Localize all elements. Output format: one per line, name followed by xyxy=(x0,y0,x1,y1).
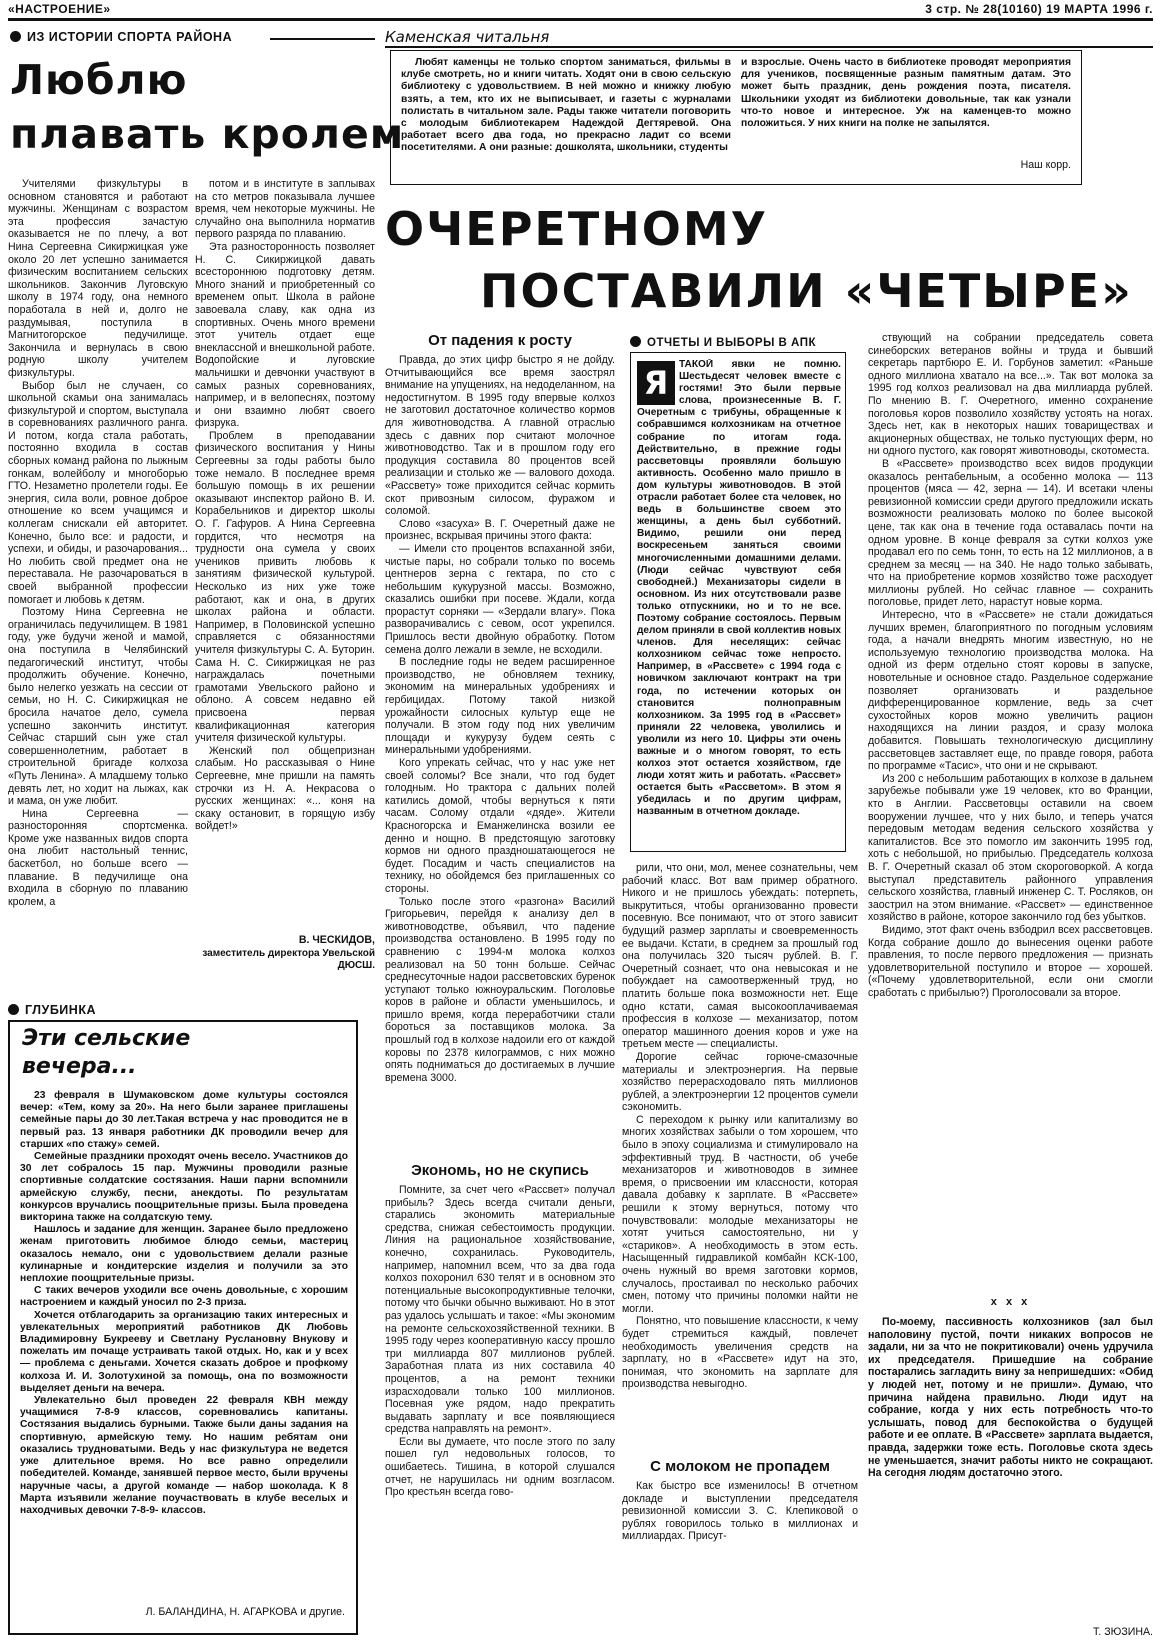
glubinka-kicker-text: ГЛУБИНКА xyxy=(25,1003,96,1017)
paragraph: Понятно, что повышение классности, к чему будет стремиться каждый, повлечет необходимость увеличения средств на зарплату, но в «Рассвете» идут на это, понимая, что экономить на зарплате для производства невыгодно. xyxy=(622,1315,858,1391)
paragraph: Эта разносторонность позволяет Н. С. Сикиржицкой давать всестороннюю подготовку детям. Много знаний и приобретенный со временем опыт. Школа в районе завоевала славу, как одна из спортивных. Очень много времени этот учитель отдает еще внеклассной и внешкольной работе. Водопойские и луговские мальчишки и девчонки участвуют в самых разных соревнованиях, например, и в велопеснях, поэтому и они взаимно любят своего физрука. xyxy=(195,240,375,430)
paragraph: Учителями физкультуры в основном становятся и работают мужчины. Женщинам с возрастом эта профессия зачастую оказывается не по плечу, а вот Нина Сергеевна Сикиржицкая уже около 20 лет успешно занимается физическим воспитанием сельских школьников. Закончив Луговскую школу в 1974 году, она немного поработала в ней и, долго не раздумывая, поступила в Магнитогорское педучилище. Закончила и вернулась в свою родную школу учителем физкультуры. xyxy=(8,178,188,379)
sport-column-2 xyxy=(195,178,375,928)
main-headline-line1: ОЧЕРЕТНОМУ xyxy=(385,202,769,256)
glubinka-box xyxy=(8,1020,358,1635)
sport-column-1 xyxy=(8,178,188,1010)
paragraph: потом и в институте в заплывах на сто метров показывала лучшее время, чем некоторые мужчины. Не случайно она выполнила норматив первого разряда по плаванию. xyxy=(195,178,375,241)
bullet-icon xyxy=(8,1004,19,1015)
sport-title-line1: Люблю xyxy=(10,56,188,104)
paragraph: 23 февраля в Шумаковском доме культуры состоялся вечер: «Тем, кому за 20». На него были заранее приглашены семейные пары до 30 лет.Такая встреча у нас проводится не в первый раз. 13 января работники ДК проводили вечер для старших «по стажу» семей. xyxy=(20,1090,348,1150)
paragraph: Слово «засуха» В. Г. Очеретный даже не произнес, вскрывая причины этого факта: xyxy=(385,517,615,543)
main-column-c xyxy=(622,862,858,1452)
main-signature: Т. ЗЮЗИНА. xyxy=(1093,1626,1153,1638)
paragraph: С переходом к рынку или капитализму во многих хозяйствах забыли о том хорошем, что было в эпоху социализма и стимулировало на эффективный труд. В частности, об учебе механизаторов и животноводов в зимнее время, о присвоении им классности, которая давала добавку к зарплате. В «Рассвете» решили к этому вернуться, потому что почувствовали: молодые механизаторы не хотят учиться самостоятельно, ни у «стариков». А необходимость в этом есть. Насыщенный гидравликой комбайн КСК-100, очень нужный во время заготовки кормов, случалось, простаивал по несколько рабочих смен, потому что причины поломки найти не могли. xyxy=(622,1113,858,1315)
paragraph: рили, что они, мол, менее сознательны, чем рабочий класс. Вот вам пример обратного. Никого и не пришлось убеждать: потерпеть, выкрутиться, чтобы организованно провести посевную. Все понимают, что от этого зависит будущий размер зарплаты и своевременность ее выдачи. Кстати, в среднем за прошлый год она получилась 320 тысяч рублей. В. Г. Очеретный сознает, что она невысокая и не побуждает на самоотверженный труд, но платить больше пока возможности нет. Еще одно кстати, самая высокооплачиваемая профессия в колхозе — механизатор, потом оператор машинного доения коров и уже на третьем месте — специалисты. xyxy=(622,862,858,1051)
kicker-rule xyxy=(270,38,375,40)
main-column-a xyxy=(385,354,615,1156)
paragraph: Увлекательно был проведен 22 февраля КВН между учащимися 7-8-9 классов, соревновались капитаны. Состязания выдались бурными. Также были даны задания на спортивную, армейскую тему. Но нашим ребятам они оказались трудноватыми. Ведь у нас физкультура не ведется уже длительное время. Но все равно определили победителей. Команде, занявшей первое место, были вручены наручные часы, а другой команде — набор шоколада. К 8 Марта изъявили желание поучаствовать в клубе веселых и находчивых девочки 7-8-9- классов. xyxy=(20,1395,348,1516)
main-column-d xyxy=(868,332,1153,1292)
paragraph: Хочется отблагодарить за организацию таких интересных и увлекательных мероприятий работников ДК Любовь Владимировну Букрееву и Светлану Руслановну Внукову и пожелать им почаще устраивать такой отдых. Но, как и у всех — проблема с деньгами. Хочется сказать доброе и профкому колхоза И. И. Золотухиной за помощь, она по возможности выделяет деньги на вечера. xyxy=(20,1309,348,1394)
paragraph: В «Рассвете» производство всех видов продукции оказалось рентабельным, а особенно молока — 113 процентов (мяса — 42, зерна — 14). И всетаки члены ревизионной комиссии среди другого предложили искать возможности реализовать молоко по более высокой цене, так как она в течение года оставалась почти на одном уровне. В конце февраля за сутки колхоз уже продавал его по семь тонн, то есть на 12 миллионов, а в среднем за месяц — на 340. Не надо только забывать, что на приобретение кормов хозяйство тоже расходует миллионы рублей. Но сейчас главное — сохранить поголовье, придет лето, нарастут новые корма. xyxy=(868,457,1153,609)
paragraph: Интересно, что в «Рассвете» не стали дожидаться лучших времен, благоприятного по погодным условиям года, а начали внедрять многим известную, но не используемую технологию производства молока. На одной из ферм отдельно стоят коровы в запуске, новотельные и основное стадо. Раздельное содержание позволяет организовать и раздельное дифференцированное кормление, ведь за счет сухостойных коров можно увеличить рацион находящихся на линии раздоя, и сразу молока добавится. Повышать технологическую дисциплину рассветовцев заставляет еще, по правде говоря, работа по программе «Тасис», что они и не скрывают. xyxy=(868,609,1153,773)
glubinka-title-line2: вечера... xyxy=(22,1054,137,1079)
masthead-rule xyxy=(8,18,1153,21)
paragraph: Выбор был не случаен, со школьной скамьи она занималась физкультурой и спортом, выступала в соревнованиях различного ранга. И потом, когда стала работать, постоянно входила в состав сборных команд района по лыжным гонкам, волейболу и многоборью ГТО. Незаметно пролетели годы. Ее энергия, сила воли, ровное доброе отношение ко всем учащимся и коллегам снискали ей авторитет. Конечно, было все: и радости, и успехи, и обиды, и разочарования... Но любить свой предмет она не переставала. Не разочароваться в своей выбранной профессии помогает и любовь к детям. xyxy=(8,379,188,606)
apk-kicker-text: ОТЧЕТЫ И ВЫБОРЫ В АПК xyxy=(647,337,816,349)
main-headline-line2: ПОСТАВИЛИ «ЧЕТЫРЕ» xyxy=(480,264,1133,318)
paragraph: Только после этого «разгона» Василий Григорьевич, перейдя к анализу дел в животноводстве, объявил, что падение производства остановлено. В 1995 году по сравнению с 1994-м молока колхоз реализовал на 50 тонн больше. Сейчас среднесуточные надои рассветовских буренок уступают только южноуральским. Поголовье коров в районе и области уменьшилось, и пришло время, когда переработчики стали бороться за поставщиков молока. За прошлый год в колхозе надоили его от каждой коровы по 2378 килограммов, с них можно опять подниматься до достигаемых в лучшие времена 3000. xyxy=(385,895,615,1084)
paragraph: ствующий на собрании председатель совета синеборских ветеранов войны и труда и бывший секретарь партбюро Е. И. Горбунов заметил: «Раньше одного миллиона хватало на все...». Так вот молока за 1995 год колхоз реализовал на два миллиарда рублей. По мнению В. Г. Очеретного, именно сохранение поголовья коров позволило хозяйству устоять на ногах. Здесь нет, как в некоторых наших товариществах и акционерных обществах, не только пустующих ферм, но ни одного пустого, как говорят животноводы, скотоместа. xyxy=(868,332,1153,458)
paragraph: По-моему, пассивность колхозников (зал был наполовину пустой, почти никаких вопросов не задали, ни за что не покритиковали) очень удручила их председателя. Пришедшие на собрание постарались загладить вину за непришедших: «Обид у людей нет, потому и не пришли». Думаю, что причина найдена правильно. Люди идут на собрание, когда у них есть потребность что-то услышать, повод для беспокойства о будущей работе и ее оплате. В «Рассвете» зарплата выдается, правда, задержки тоже есть. Поголовье скота здесь не уменьшается, значит работы никто не сокращают. На сегодня людям достаточно этого. xyxy=(868,1316,1153,1480)
paragraph: Поэтому Нина Сергеевна не ограничилась педучилищем. В 1981 году, уже будучи женой и мамой, она поступила в Челябинский педагогический институт, чтобы продолжить обучение. Конечно, было нелегко уезжать на сессии от семьи, но Н. С. Сикиржицкая не бросила начатое дело, сумела успешно закончить институт. Сейчас старший сын уже стал совершеннолетним, работает в строительной бригаде колхоза «Путь Ленина». А младшему только девять лет, но ходит на лыжах, как и мама, он уже любит. xyxy=(8,606,188,808)
bullet-icon xyxy=(10,31,21,42)
paragraph: Проблем в преподавании физического воспитания у Нины Сергеевны за годы работы было тоже немало. В последнее время большую помощь в их решении оказывают инспектор районо В. И. Корабельников и директор школы О. Г. Гафуров. А Нина Сергеевна гордится, что несмотря на трудности она сумела у своих учеников привить любовь к занятиям физической культурой. Несколько из них уже тоже работают, как и она, в других школах района и области. Например, в Половинской успешно справляется с обязанностями учителя физкультуры С. А. Буторин. Сама Н. С. Сикиржицкая не раз награждалась почетными грамотами Увельского районо и облоно. А совсем недавно ей присвоена первая квалификационная категория учителя физической культуры. xyxy=(195,429,375,745)
sport-signature: В. ЧЕСКИДОВ, xyxy=(298,934,375,946)
library-box xyxy=(390,50,1082,185)
apk-kicker xyxy=(630,336,816,349)
paragraph: Видимо, этот факт очень взбодрил всех рассветовцев. Когда собрание дошло до вынесения оценки работе правления, то после первого предложения — признать удовлетворительной поступило и второе — хорошей. («Почему удовлетворительной, если они смогли сработать с прибылью?) Проголосовали за второе. xyxy=(868,923,1153,999)
paragraph: С таких вечеров уходили все очень довольные, с хорошим настроением и каждый уносил по 2-3 приза. xyxy=(20,1285,348,1309)
library-right: и взрослые. Очень часто в библиотеке проводят мероприятия для учеников, посвященные разным памятным датам. Это может быть праздник, день рождения поэта, писателя. Школьники уходят из библиотеки довольные, так как узнали что-то новое и интересное. Уж на каменцев-то можно положиться. У них книги на полке не запылятся. xyxy=(741,57,1071,130)
paragraph: Кого упрекать сейчас, что у нас уже нет своей соломы? Все знали, что год будет голодным. Но трактора с дальних полей катились домой, чтобы вернуться к пяти часам. Солому отдали «дяде». Жители Красногорска и Еманжелинска возили ее денно и нощно. В предстоящую заготовку кормов ни одного праздношатающегося не будет. Посадим и часть специалистов на технику, но обойдемся без приглашенных со стороны. xyxy=(385,757,615,895)
dropcap: Я xyxy=(637,361,675,405)
sport-signature-role: заместитель директора Увельской ДЮСШ. xyxy=(202,948,375,971)
paragraph: Нина Сергеевна — разносторонняя спортсменка. Кроме уже названных видов спорта она любит настольный теннис, баскетбол, но больше всего — плавание. В педучилище она входила в сборную по плаванию кролем, а xyxy=(8,807,188,908)
paragraph: — Имели сто процентов вспаханной зяби, чистые пары, но собрали только по восемь центнеров зерна с гектара, по сто с небольшим кукурузной массы. Возможно, сказались ошибки при посеве. Ждали, когда прорастут сорняки — «Зердали влагу». Пока разворачивались с севом, осот укрепился. Пришлось вести двойную обработку. Потом семена долго лежали в земле, не всходили. xyxy=(385,542,615,656)
glubinka-title-line1: Эти сельские xyxy=(22,1026,191,1051)
main-column-a2 xyxy=(385,1184,615,1638)
glubinka-kicker xyxy=(8,1003,96,1017)
subhead-2: Экономь, но не скупись xyxy=(411,1162,589,1179)
paragraph: Правда, до этих цифр быстро я не дойду. Отчитывающийся все время заострял внимание на упущениях, на недоделанном, на недостигнутом. В 1995 году впервые колхоз не заготовил достаточное количество кормов для животноводства. А главной отраслью здесь с давних пор считают молочное животноводство. Так и в прошлом году его продукция составила 80 процентов всей реализации и столько же — валового дохода. «Рассвету» тоже приходится сейчас кормить скот привозным силосом, фуражом и соломой. xyxy=(385,354,615,518)
library-rule xyxy=(385,46,1153,48)
main-column-d-end xyxy=(868,1316,1153,1622)
subhead-1: От падения к росту xyxy=(428,332,572,349)
section-name: «НАСТРОЕНИЕ» xyxy=(8,2,111,16)
paragraph: Как быстро все изменилось! В отчетном докладе и выступлении председателя ревизионной комиссии З. С. Клепиковой о рублях говорилось только в миллионах и миллиардах. Присут- xyxy=(622,1480,858,1543)
library-heading: Каменская читальня xyxy=(385,28,550,46)
apk-box xyxy=(630,352,846,852)
paragraph: Если вы думаете, что после этого по залу пошел гул недовольных голосов, то ошибаетесь. Тишина, в которой слушался отчет, не нарушилась ни одним возгласом. Про крестьян всегда гово- xyxy=(385,1435,615,1499)
library-left: Любят каменцы не только спортом заниматься, фильмы в клубе смотреть, но и книги читать. Ходят они в свою сельскую библиотеку с удовольствием. В ней можно и книжку любую взять, а тем, кто их не выписывает, и газеты с журналами полистать в читальном зале. Рады также читатели поговорить с молодым библиотекарем Надеждой Дегтяревой. Она работает всего два года, но прекрасно ладит со всеми посетителями. А они разные: дошколята, школьники, студенты xyxy=(401,57,731,154)
paragraph: Помните, за счет чего «Рассвет» получал прибыль? Здесь всегда считали деньги, старались экономить материальные средства, снижая себестоимость продукции. Линия на рациональное хозяйствование, конечно, сохранилась. Руководитель, например, напомнил всем, что за два года колхоз похоронил 630 телят и в основном это потенциальные высокопродуктивные телочки, потому что бычки обычно выживают. Но в этот раз удалось услышать и такое: «Мы экономим на ремонте сельскохозяйственной техники. В 1995 году через кооперативную кассу прошло три миллиарда 807 миллионов рублей. Заработная плата из них составила 40 процентов, а на ремонт техники израсходовали только 100 миллионов. Посевная уже рядом, надо прекратить выдавать зарплату и все появляющиеся средства направлять на ремонт». xyxy=(385,1184,615,1436)
paragraph: Семейные праздники проходят очень весело. Участников до 30 лет собралось 15 пар. Мужчины проводили разные спортивные солдатские состязания. Наши парни вспомнили армейскую службу, песни, анекдоты. По результатам конкурсов вручались поощрительные призы. Была проведена викторина также на солдатскую тему. xyxy=(20,1151,348,1224)
paragraph: Дорогие сейчас горюче-смазочные материалы и электроэнергия. На первые хозяйство перерасходовало пять миллионов рублей, а электроэнергии 12 процентов сумели сэкономить. xyxy=(622,1050,858,1114)
paragraph: В последние годы не ведем расширенное производство, не обновляем технику, экономим на минеральных удобрениях и гербицидах. Потому такой низкой урожайности силосных культур еще не получали. В этом году под них увеличим площади и кукурузу будем сеять с минеральными удобрениями. xyxy=(385,656,615,757)
apk-box-text xyxy=(637,359,841,847)
library-signature: Наш корр. xyxy=(1020,159,1071,171)
paragraph: Из 200 с небольшим работающих в колхозе в дальнем зарубежье побывали уже 19 человек, кто во Франции, кто в Англии. Рассветовцы оставили на своем вооружении лучшее, что у них было, и теперь учатся передовым методам ведения сельского хозяйства у капиталистов. Все это помогло им закончить 1995 год, хоть с небольшой, но прибылью. Председатель колхоза В. Г. Очеретный сказал об этом скороговоркой. А когда выступал представитель районного управления сельского хозяйства, главный инженер С. Т. Росляков, он заострил на этом внимание. «Рассвет» — единственное хозяйство в районе, которое закончило год без убытков. xyxy=(868,772,1153,924)
issue-line: 3 стр. № 28(10160) 19 МАРТА 1996 г. xyxy=(925,2,1153,16)
glubinka-signature: Л. БАЛАНДИНА, Н. АГАРКОВА и другие. xyxy=(145,1606,345,1618)
box-text: ТАКОЙ явки не помню. Шестьдесят человек вместе с гостями! Это были первые слова, произнесенные В. Г. Очеретным с трибуны, обращенные к собравшимся колхозникам на отчетное собрание по итогам года. Действительно, в прежние годы рассветовцы проявляли большую активность. Особенно мало пришло в дом культуры животноводов. В этой отрасли работает более ста человек, но ведь в большинстве своем это женщины, а день был субботний. Видимо, решили они перед воскресеньем заняться своими многочисленными домашними делами. (Люди сейчас чувствуют себя свободней.) Механизаторы сидели в основном. Из них отсутствовали разве только отпускники, но и то не все. Поэтому собрание состоялось. Первым делом приняли в свой коллектив новых членов. Для неселящих: сейчас колхозником сейчас тоже непросто. Например, в «Рассвете» с 1994 года с новичком заключают контракт на три года, по истечении которых он становится полноправным колхозником. За 1995 год в «Рассвет» приняли 22 человека, уволились и уволили из него 10. Цифры эти очень важные и о многом говорят, то есть колхоз этот остается хозяйством, где люди хотят жить и работать. «Рассвет» остается быть «Рассветом». В этом я убедилась и по другим цифрам, названным в отчетном докладе. xyxy=(637,359,841,818)
sport-title-line2: плавать кролем xyxy=(10,110,405,158)
sport-kicker-text: ИЗ ИСТОРИИ СПОРТА РАЙОНА xyxy=(27,30,233,44)
main-column-c2 xyxy=(622,1480,858,1638)
paragraph: Нашлось и задание для женщин. Заранее было предложено женам приготовить любимое блюдо семьи, мастериц оказалось немало, они с удовольствием делали разные кулинарные и кондитерские изделия и получили за это неплохие поощрительные призы. xyxy=(20,1224,348,1285)
paragraph: Женский пол общепризнан слабым. Но рассказывая о Нине Сергеевне, мне пришли на память строчки из Н. А. Некрасова о русских женщинах: «... коня на скаку остановит, в горящую избу войдет!» xyxy=(195,744,375,833)
separator-stars: x x x xyxy=(990,1296,1031,1308)
glubinka-body xyxy=(20,1090,348,1595)
subhead-3: С молоком не пропадем xyxy=(650,1458,830,1475)
dropcap-spacer xyxy=(637,359,679,407)
bullet-icon xyxy=(630,336,641,347)
sport-kicker xyxy=(10,30,232,44)
